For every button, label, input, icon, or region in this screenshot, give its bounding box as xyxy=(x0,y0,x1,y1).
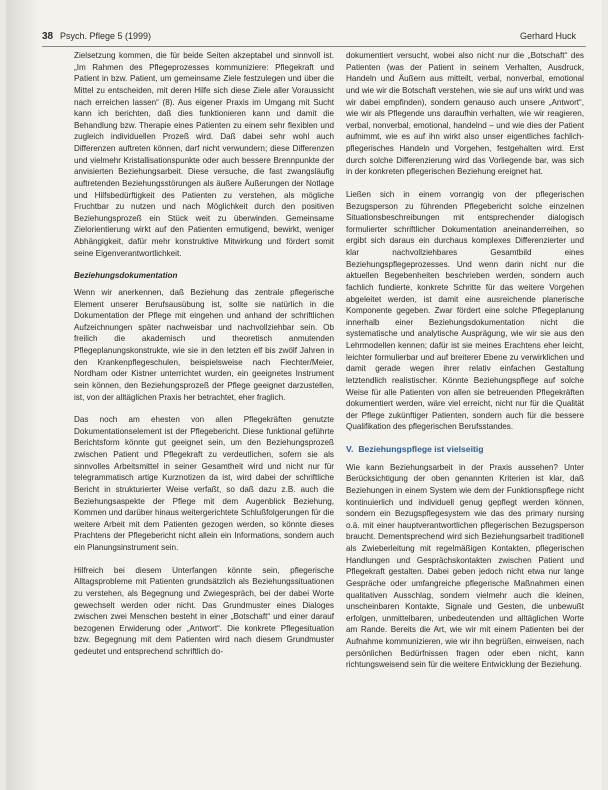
paragraph: Wie kann Beziehungsarbeit in der Praxis aussehen? Unter Berücksichtigung der oben genannten Kriterien ist klar, daß Beziehungen in einem System wie dem der Funktionspflege nicht kontinuierlich und individuell genug gepflegt werden können, sondern ein Bezugspflegesystem wie das des primary nursing o.ä. mit einer hauptverantwortlichen pflegerischen Bezugsperson braucht. Dementsprechend wird sich Beziehungsarbeit traditionell als Zwieberleitung mit regelmäßigen Kontakten, pflegerischen Handlungen und Gesprächskontakten zwischen Patient und Pflegekraft gestalten. Dabei geben jedoch nicht etwa nur lange Gespräche oder umfangreiche pflegerische Maßnahmen einen qualitativen Ausschlag, sondern vielmehr auch die kleinen, unscheinbaren Kontakte, Signale und Gesten, die unbewußt erfolgen, unmittelbaren, unbedeutenden und alltäglichen Worte am Rande. Bereits die Art, wie wir mit einem Patienten bei der Aufnahme kommunizieren, wie wir ihn begrüßen, einweisen, nach persönlichen Bedürfnissen fragen oder eben nicht, kann richtungsweisend sein für die weitere Entwicklung der Beziehung. xyxy=(346,462,584,670)
subheading: Beziehungsdokumentation xyxy=(74,271,178,281)
page-number: 38 xyxy=(42,31,54,42)
paragraph: dokumentiert versucht, wobei also nicht nur die „Botschaft“ des Patienten (was der Patient in seinem Verhalten, Ausdruck, Handeln und Äußern aus mitteilt, verbal, nonverbal, emotional und wie wir die Botschaft verstehen, wie sie auf uns wirkt und was wir dabei empfinden), sondern genauso auch unsere „Antwort“, wie wir als Pflegende uns daraufhin verhalten, wie wir reagieren, verbal, nonverbal, emotional, handelnd – und wie dies der Patient aufnimmt, wie es auf ihn wirkt also unser eigentliches fachlich-pflegerisches Handeln und Vorgehen, festgehalten wird. Erst durch solche Differenzierung wird das Vorliegende bar, was sich in der konkreten pflegerischen Beziehung ereignet hat. xyxy=(346,51,584,177)
header-rule xyxy=(42,46,586,47)
paragraph: Wenn wir anerkennen, daß Beziehung das zentrale pflegerische Element unserer Berufsausübung ist, sollte sie natürlich in die Dokumentation der Pflege mit eingehen und anhand der schriftlichen Aufzeichnungen später nachweisbar und nachvollziehbar sein. Ob freilich die akademisch und theoretisch anmutenden Pflegeplanungskonstrukte, wie sie in den letzten elf bis zwölf Jahren in den Krankenpflegeschulen, beispielsweise nach Fiechter/Meier, Nordham oder Kistner unterrichtet wurden, ein geeignetes Instrument sein können, den Beziehungsprozeß der Pflege geeignet darzustellen, ist, von der alltäglichen Praxis her betrachtet, eher fraglich. xyxy=(74,287,334,402)
page-gutter-shadow xyxy=(6,0,40,790)
author-name: Gerhard Huck xyxy=(519,31,576,41)
right-column xyxy=(346,50,584,671)
section-heading xyxy=(346,444,584,456)
left-column xyxy=(74,50,334,658)
section-number: V. xyxy=(346,444,354,454)
paragraph: Das noch am ehesten von allen Pflegekräften genutzte Dokumentationselement ist der Pflegebericht. Diese funktional geführte Berichtsform könnte gut geeignet sein, um den Beziehungsprozeß zwischen Patient und Pflegekraft zu verdeutlichen, sofern sie als sinnvolles Arbeitsmittel in seiner Gesamtheit wird und nicht nur für telegrammatisch artige Kurznotizen da ist, wird dabei der schriftliche Bericht in strukturierter Weise verfaßt, so daß dazu z.B. auch die Beziehungsaspekte der Pflege mit dem Augenblick Beziehung, Kommen und darüber hinaus weitergerichtete Schlußfolgerungen für die weitere Arbeit mit dem Patienten gezogen werden, so könnte dieses Prachtens der Pflegebericht nicht allein ein Informations, sondern auch ein Planungsinstrument sein. xyxy=(74,415,334,552)
journal-citation: Psych. Pflege 5 (1999) xyxy=(60,31,152,41)
paragraph: Zielsetzung kommen, die für beide Seiten akzeptabel und sinnvoll ist. „Im Rahmen des Pflegeprozesses kommuniziere: Pflegekraft und Patient in bzw. Patient, um gemeinsame Ziele festzulegen und über die Mittel zu entscheiden, mit deren Hilfe sich diese Ziele aller Voraussicht nach erreichen lassen“ (8). Aus eigener Praxis im Umgang mit Sucht kann ich berichten, daß dies funktionieren kann und damit die Behandlung bzw. Therapie eines Patienten zu einem sehr flexiblen und zugleich individuellen Prozeß wird. Daß dabei sehr wohl auch Differenzen auftreten können, darf nicht verwundern; diese Differenzen und vielmehr Kristallisationspunkte oder auch bessere Brennpunkte der anvisierten Beziehungsarbeit. Diese versuche, die fast zwangsläufig auftretenden Beziehungsstörungen als äußere Äußerungen der Notlage und Hilfsbedürftigkeit des Patienten zu verstehen, als mögliche Fruchtbar zu nutzen und nach Möglichkeit durch den positiven Beziehungsprozeß ein Stück weit zu überwinden. Gemeinsame Zielorientierung wirkt auf den Patienten ermutigend, bewirkt, weniger Abhängigkeit, dafür mehr konstruktive Mitwirkung und fördert somit seine Eigenverantwortlichkeit. xyxy=(74,51,334,258)
section-title: Beziehungspflege ist vielseitig xyxy=(358,444,484,454)
paragraph: Ließen sich in einem vorrangig von der pflegerischen Bezugsperson zu führenden Pflegebericht solche einzelnen Situationsbeschreibungen mit entsprechender dialogisch formulierter schriftlicher Dokumentation aneinanderreihen, so ergibt sich daraus ein durchaus komplexes Differenzierter und klar nachvollziehbares Gesamtbild eines Beziehungspflegeprozesses. Und wenn darin nicht nur die aktuellen Begebenheiten beschrieben werden, sondern auch fachlich fundierte, konkrete Schritte für das weitere Vorgehen abgeleitet werden, ist damit eine ausreichende planerische Komponente gegeben. Zwar fördert eine solche Pflegeplanung innerhalb einer Beziehungsdokumentation nicht die systematische und analytische Ausprägung, wie wir sie aus den Lehrmodellen kennen; dafür ist sie meines Erachtens eher leicht, leichter formulierbar und auf breiterer Ebene zu verwirklichen und damit gerade wegen ihrer relativ einfachen Gestaltung letztendlich realistischer. Könnte Beziehungspflege auf solche Weise für alle Patienten von allen sie betreuenden Pflegekräften dokumentiert werden, wäre viel erreicht, nicht nur für die Qualität der Pflege zukünftiger Patienten, sondern auch für die bessere Qualifikation des pflegerischen Berufsstandes. xyxy=(346,189,584,432)
paragraph: Hilfreich bei diesem Unterfangen könnte sein, pflegerische Alltagsprobleme mit Patienten grundsätzlich als Beziehungssituationen zu verstehen, als Begegnung und Zwiegespräch, bei der dabei Worte gewechselt werden oder nicht. Das Grundmuster eines Dialoges zwischen zwei Menschen besteht in einer „Botschaft“ und einer darauf bezogenen Erwiderung oder „Antwort“. Die konkrete Pflegesituation bzw. Begegnung mit dem Patienten wird nach diesem Grundmuster gedeutet und entsprechend schriftlich do- xyxy=(74,565,334,656)
running-header xyxy=(42,31,586,45)
